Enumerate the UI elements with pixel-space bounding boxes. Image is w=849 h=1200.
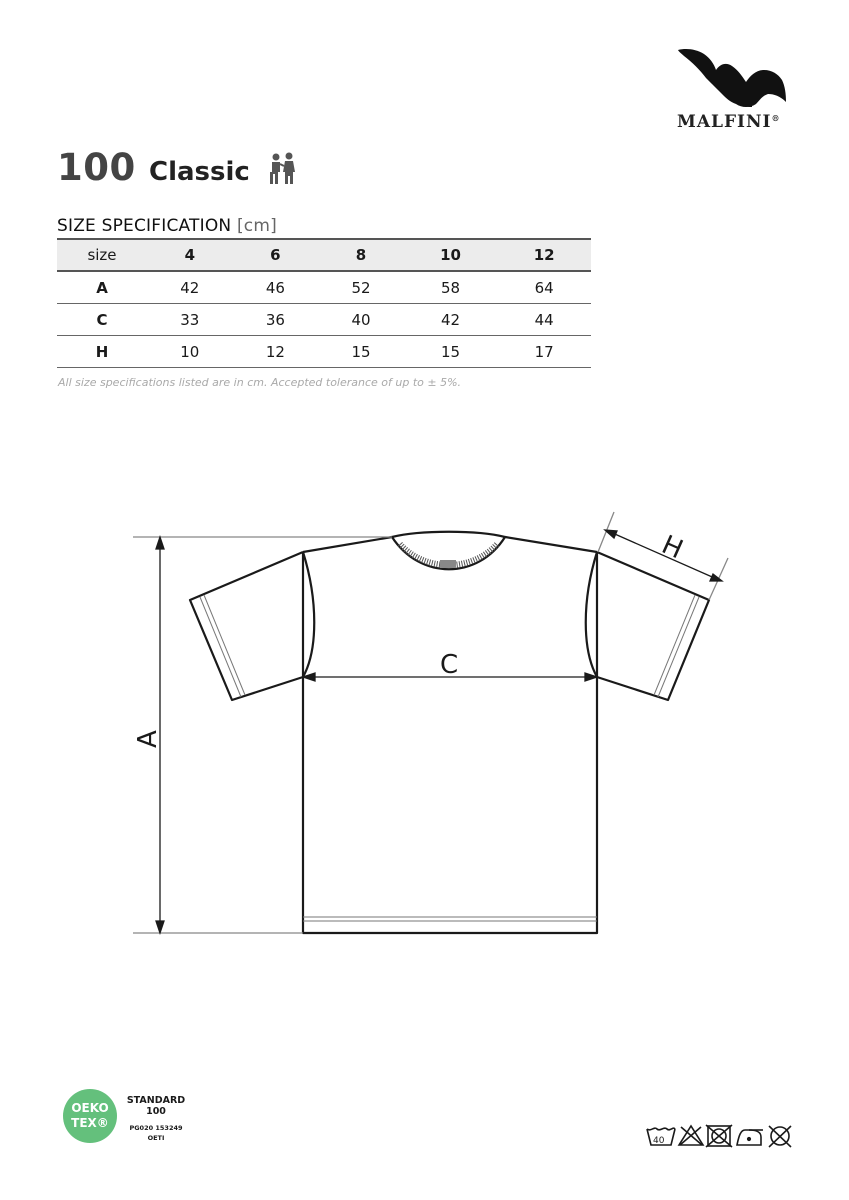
wash-temperature: 40: [653, 1136, 665, 1146]
trademark-symbol: ®: [771, 113, 781, 123]
dimension-c-label: C: [440, 650, 459, 680]
tshirt-measurement-diagram: [120, 500, 740, 950]
no-bleach-icon: [679, 1126, 703, 1145]
dimension-h-label: H: [657, 529, 688, 566]
standard-line2: 100: [146, 1106, 166, 1117]
certificate-code: [124, 1123, 188, 1143]
table-cell: 33: [147, 304, 233, 336]
oeko-badge-line1: OEKO: [71, 1101, 109, 1115]
wash-40-icon: [647, 1128, 675, 1146]
spec-heading: [57, 216, 277, 236]
no-dry-clean-icon: [769, 1126, 791, 1147]
table-cell: 40: [318, 304, 404, 336]
shirt-body-outline: [303, 552, 597, 933]
table-cell: 15: [318, 336, 404, 368]
table-cell: 52: [318, 271, 404, 304]
table-row: [57, 271, 591, 304]
certificate-number: PG020 153249: [129, 1124, 183, 1132]
tolerance-note: All size specifications listed are in cm. Accepted tolerance of up to ± 5%.: [58, 376, 462, 389]
standard-label: [124, 1095, 188, 1117]
kids-icon: [267, 152, 299, 186]
table-cell: 46: [233, 271, 319, 304]
spec-unit: [cm]: [236, 216, 277, 236]
left-sleeve: [190, 552, 314, 700]
table-row: [57, 336, 591, 368]
header-cell: 12: [497, 239, 591, 271]
table-cell: 36: [233, 304, 319, 336]
table-cell: 17: [497, 336, 591, 368]
header-cell: 10: [404, 239, 498, 271]
brand-name: [677, 112, 780, 132]
row-label: A: [57, 271, 147, 304]
spec-heading-text: SIZE SPECIFICATION: [57, 216, 232, 236]
left-shoulder: [303, 537, 392, 552]
certificate-institute: OETI: [147, 1134, 165, 1142]
oeko-tex-badge: [63, 1089, 117, 1143]
oeko-badge-line2: TEX®: [71, 1116, 109, 1130]
table-cell: 44: [497, 304, 591, 336]
brand-wordmark: MALFINI: [677, 112, 772, 132]
table-cell: 12: [233, 336, 319, 368]
table-cell: 58: [404, 271, 498, 304]
table-cell: 15: [404, 336, 498, 368]
size-table: [57, 238, 591, 368]
malfini-bird-logo-icon: [676, 44, 788, 110]
product-code: 100: [57, 146, 136, 189]
table-cell: 64: [497, 271, 591, 304]
header-cell: 6: [233, 239, 319, 271]
standard-line1: STANDARD: [126, 1095, 186, 1106]
table-row: [57, 304, 591, 336]
table-cell: 42: [404, 304, 498, 336]
header-cell: size: [57, 239, 147, 271]
row-label: C: [57, 304, 147, 336]
iron-low-icon: [737, 1130, 763, 1145]
size-header-row: [57, 239, 591, 271]
header-cell: 8: [318, 239, 404, 271]
care-symbols: [645, 1123, 800, 1149]
row-label: H: [57, 336, 147, 368]
no-tumble-dry-icon: [706, 1125, 732, 1147]
product-name: Classic: [149, 157, 250, 187]
table-cell: 10: [147, 336, 233, 368]
right-sleeve: [586, 552, 709, 700]
table-cell: 42: [147, 271, 233, 304]
dimension-a-label: A: [133, 730, 163, 748]
right-shoulder: [505, 537, 597, 552]
header-cell: 4: [147, 239, 233, 271]
